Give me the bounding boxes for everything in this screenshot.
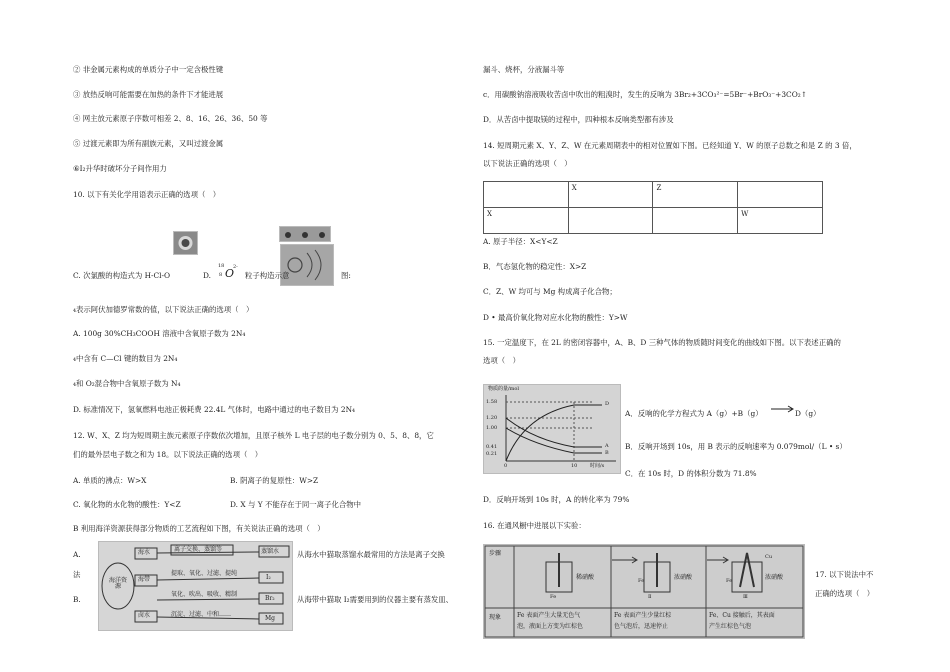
periodic-table-fragment	[483, 181, 823, 234]
option-14c: C．Z、W 均可与 Mg 构成离子化合物；	[483, 287, 617, 296]
exp-phenomenon-header: 现象	[489, 614, 502, 621]
question-12-line2: 们的最外层电子数之和为 18。以下说法正确的选项（ ）	[73, 450, 263, 459]
option-13a-tail: 法	[73, 570, 81, 579]
option-15c: C．在 10s 时，D 的体积分数为 71.8%	[625, 469, 757, 478]
option-10d-end: 图:	[341, 271, 351, 280]
exp-iron-2: Fe	[638, 578, 645, 584]
table-cell	[484, 182, 569, 208]
flow-seawater: 海水	[138, 549, 151, 556]
option-13b-text: 从海带中猫取 I₂需要用到的仪器主要有蒸发皿、	[297, 595, 454, 604]
reversible-arrow-icon	[770, 403, 796, 413]
question-16: 16. 在通风橱中进展以下实验：	[483, 521, 586, 530]
option-11d: D. 标准情况下，氢氧燃料电池正极耗费 22.4L 气体时，电路中通过的电子数目为 2N₄	[73, 405, 356, 414]
series-d-label: D	[605, 401, 610, 407]
option-14d: D • 最高价氧化物对应水化物的酸性：Y>W	[483, 313, 628, 322]
flow-process-3: 沉淀、过滤、中和……	[171, 611, 232, 618]
option-13b-label: B.	[73, 595, 81, 604]
flow-iodine: I₂	[266, 574, 271, 581]
graph-y-tick: 1.00	[486, 425, 498, 431]
option-10c: C. 次氯酸的构造式为 H-Cl-O	[73, 271, 171, 280]
exp-phenomenon-3b: 产生红棕色气泡	[709, 623, 752, 630]
graph-x-tick: 0	[504, 463, 508, 469]
statement-2: ② 非金属元素构成的单质分子中一定含极性键	[73, 65, 224, 74]
isotope-mass: 18	[218, 263, 225, 269]
isotope-charge: 2-	[233, 264, 238, 270]
option-13a-label: A.	[73, 550, 81, 559]
exp-conc-nitric-2: 浓硝酸	[674, 574, 693, 581]
exp-dilute-nitric: 稀硝酸	[576, 574, 595, 581]
table-cell: X	[484, 208, 569, 234]
graph-y-tick: 0.41	[486, 444, 498, 450]
option-15d: D．反响开场到 10s 时，A 的转化率为 79%	[483, 495, 630, 504]
question-15-line2: 选项（ ）	[483, 356, 520, 365]
exp-copper: Cu	[765, 554, 773, 560]
series-b-label: B	[605, 450, 609, 456]
exp-iron-3: Fe	[726, 578, 733, 584]
statement-4: ④ 网主放元素原子序数可相差 2、8、16、26、36、50 等	[73, 114, 268, 123]
sea-resource-flow-diagram	[98, 541, 293, 631]
option-14b: B．气态氢化物的稳定性：X>Z	[483, 262, 587, 271]
exp-phenomenon-3a: Fe、Cu 接触后，其表面	[709, 612, 775, 619]
option-12b: B. 阴离子的复原性：W>Z	[230, 476, 319, 485]
exp-phenomenon-1a: Fe 表面产生大量无色气	[517, 612, 581, 619]
flow-seaweed: 海带	[138, 576, 151, 583]
question-15-line1: 15. 一定温度下，在 2L 的密闭容器中，A、B、D 三种气体的物质随时间变化的曲线如下图。以下表述正确的	[483, 338, 841, 347]
option-15a-prefix: A．反响的化学方程式为 A（g）+B（g）	[625, 409, 763, 418]
isotope-symbol: O	[225, 267, 235, 280]
exp-num-3: Ⅲ	[743, 594, 748, 600]
question-17-line2: 正确的选项（ ）	[815, 589, 875, 598]
amount-time-graph	[483, 384, 621, 474]
flow-bromine: Br₂	[265, 595, 275, 602]
table-cell: X	[568, 182, 653, 208]
flow-center: 海洋资源	[108, 577, 127, 590]
electron-formula-image	[279, 226, 331, 242]
graph-ylabel: 物质的量/mol	[488, 386, 520, 392]
question-10: 10. 以下有关化学用语表示正确的选项（ ）	[73, 190, 221, 199]
option-11c: ₄和 O₂混合物中含氧原子数为 N₄	[73, 379, 181, 388]
statement-6: ⑥I₂升华时破坏分子间作用力	[73, 164, 167, 173]
option-15a-product: D（g）	[795, 409, 821, 418]
graph-y-tick: 1.58	[486, 399, 498, 405]
question-14-line2: 以下说法正确的选项（ ）	[483, 159, 572, 168]
exp-phenomenon-1b: 泡，液面上方变为红棕色	[517, 623, 584, 630]
option-12d: D. X 与 Y 不能存在于同一离子化合物中	[230, 500, 362, 509]
table-cell: Z	[653, 182, 738, 208]
graph-y-tick: 1.20	[486, 415, 498, 421]
statement-3: ③ 放热反响可能需要在加热的条件下才能进展	[73, 90, 224, 99]
option-15b: B．反响开场到 10s，用 B 表示的反响速率为 0.079mol/（L • s）	[625, 442, 847, 451]
flow-process-1: 提取、氧化、过滤、提纯	[171, 570, 238, 577]
option-14a: A. 原子半径：X<Y<Z	[483, 237, 558, 246]
option-11b: ₄中含有 C—Cl 键的数目为 2N₄	[73, 354, 178, 363]
table-cell	[653, 208, 738, 234]
question-13: B 利用海洋资源获得部分物质的工艺流程如下图，有关说法正确的选项（ ）	[73, 524, 325, 533]
graph-x-tick: 10	[571, 463, 578, 469]
flow-process-2: 氧化、吹出、吸收、精制	[171, 591, 238, 598]
question-12-line1: 12. W、X、Z 均为短周期主族元素原子序数依次增加，且原子核外 L 电子层的电子数分别为 0、5、8、8，它	[73, 431, 434, 440]
graph-xlabel: 时间/s	[590, 463, 605, 469]
line-r3: D．从苦卤中提取镁的过程中，四种根本反响类型都有涉及	[483, 115, 674, 124]
exp-iron-1: Fe	[550, 594, 557, 600]
option-12c: C. 氧化物的水化物的酸性：Y<Z	[73, 500, 181, 509]
exp-step-header: 步骤	[489, 550, 502, 557]
exp-phenomenon-2a: Fe 表面产生少量红棕	[614, 612, 672, 619]
table-cell: W	[738, 208, 823, 234]
question-17-line1: 17. 以下说法中不	[815, 570, 874, 579]
exp-phenomenon-2b: 色气泡后，迅速停止	[614, 623, 669, 630]
flow-ion-exchange: 离子交换、蒸馏等	[174, 546, 223, 553]
option-10d-label: D.	[203, 271, 212, 280]
isotope-number: 8	[219, 272, 223, 278]
table-cell	[738, 182, 823, 208]
exp-num-2: Ⅱ	[648, 594, 652, 600]
flow-brine: 卤水	[138, 612, 151, 619]
option-13a-text: 从海水中猫取蒸馏水最常用的方法是离子交换	[297, 550, 445, 559]
flow-distilled-water: 蒸馏水	[261, 548, 280, 555]
line-r2: c．用碳酸钠溶液吸收苦卤中吹出的粗溴时，发生的反响为 3Br₂+3CO₃²⁻=5Br⁻+BrO₃⁻+3CO₂↑	[483, 90, 807, 99]
graph-y-tick: 0.21	[486, 451, 498, 457]
question-11: ₄表示阿伏加德罗常数的值，以下说法正确的选项（ ）	[73, 305, 254, 314]
option-11a: A. 100g 30%CH₃COOH 溶液中含氧原子数为 2N₄	[73, 329, 246, 338]
option-10d-text: 粒子构造示意	[245, 271, 290, 280]
statement-5: ⑤ 过渡元素即为所有副族元素，又叫过渡金属	[73, 139, 224, 148]
exp-conc-nitric-3: 浓硝酸	[765, 574, 784, 581]
table-cell	[568, 208, 653, 234]
series-a-label: A	[605, 443, 609, 449]
flow-magnesium: Mg	[265, 615, 275, 622]
option-12a: A. 单质的沸点：W>X	[73, 476, 147, 485]
line-r1: 漏斗、烧杯，分液漏斗等	[483, 65, 565, 74]
hypochlorous-acid-model-image	[173, 231, 198, 255]
question-14-line1: 14. 短周期元素 X、Y、Z、W 在元素周期表中的相对位置如下图。已经知道 Y、W 的原子总数之和是 Z 的 3 倍，	[483, 141, 857, 150]
experiment-table-image	[483, 544, 805, 639]
